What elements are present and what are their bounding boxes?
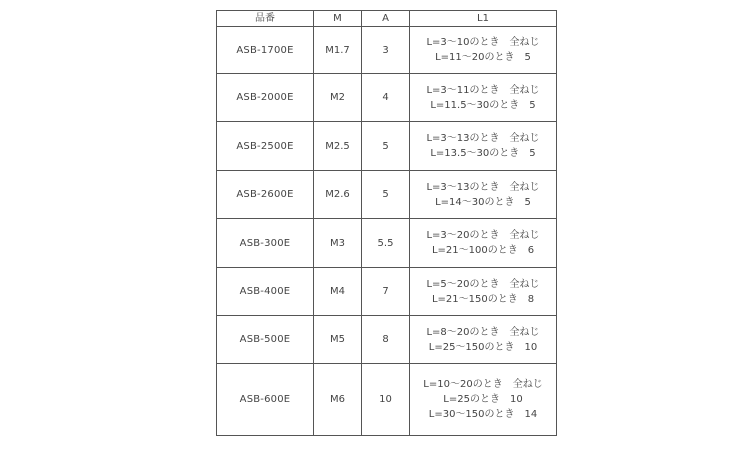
a-cell: 8: [362, 316, 410, 364]
l1-line: L=3～13のとき 全ねじ: [426, 133, 540, 144]
a-cell: 10: [362, 364, 410, 436]
a-cell: 3: [362, 27, 410, 74]
m-cell: M1.7: [314, 27, 362, 74]
header-m: M: [314, 11, 362, 27]
part-number-cell: ASB-1700E: [217, 27, 314, 74]
table-row: [217, 74, 557, 122]
a-cell: 5: [362, 171, 410, 219]
l1-cell: [410, 219, 557, 268]
l1-line: L=3～10のとき 全ねじ: [426, 37, 540, 48]
l1-line: L=3～13のとき 全ねじ: [426, 181, 540, 193]
l1-line: L=25のとき 10: [443, 394, 523, 405]
table-row: [217, 171, 557, 219]
l1-line: L=5～20のとき 全ねじ: [426, 278, 540, 290]
l1-cell: [410, 171, 557, 219]
m-cell: M6: [314, 364, 362, 436]
m-cell: M3: [314, 219, 362, 268]
l1-cell: [410, 364, 557, 436]
l1-cell: [410, 316, 557, 364]
table-row: [217, 268, 557, 316]
part-number-cell: ASB-300E: [217, 219, 314, 268]
part-number-cell: ASB-2500E: [217, 122, 314, 171]
l1-line: L=14～30のとき 5: [435, 196, 531, 208]
header-l1: L1: [410, 11, 557, 27]
a-cell: 4: [362, 74, 410, 122]
part-number-cell: ASB-2600E: [217, 171, 314, 219]
a-cell: 5: [362, 122, 410, 171]
l1-cell: [410, 268, 557, 316]
l1-line: L=3～20のとき 全ねじ: [426, 230, 540, 241]
l1-cell: [410, 27, 557, 74]
l1-line: L=3～11のとき 全ねじ: [426, 84, 540, 96]
header-part-number: 品番: [217, 11, 314, 27]
spec-table: [216, 10, 557, 436]
m-cell: M4: [314, 268, 362, 316]
l1-line: L=21～150のとき 8: [431, 293, 535, 305]
l1-line: L=25～150のとき 10: [428, 341, 538, 353]
table-row: [217, 316, 557, 364]
l1-line: L=21～100のとき 6: [431, 245, 535, 256]
header-a: A: [362, 11, 410, 27]
a-cell: 7: [362, 268, 410, 316]
part-number-cell: ASB-600E: [217, 364, 314, 436]
m-cell: M2.6: [314, 171, 362, 219]
m-cell: M2.5: [314, 122, 362, 171]
table-row: [217, 122, 557, 171]
m-cell: M5: [314, 316, 362, 364]
part-number-cell: ASB-500E: [217, 316, 314, 364]
table-row: [217, 364, 557, 436]
m-cell: M2: [314, 74, 362, 122]
l1-cell: [410, 122, 557, 171]
l1-line: L=30～150のとき 14: [428, 409, 538, 420]
l1-cell: [410, 74, 557, 122]
a-cell: 5.5: [362, 219, 410, 268]
l1-line: L=13.5～30のとき 5: [430, 148, 536, 159]
part-number-cell: ASB-400E: [217, 268, 314, 316]
l1-line: L=11.5～30のとき 5: [430, 99, 536, 111]
table-row: [217, 27, 557, 74]
header-row: [217, 11, 557, 27]
l1-line: L=8～20のとき 全ねじ: [426, 326, 540, 338]
l1-line: L=11～20のとき 5: [435, 52, 531, 63]
l1-line: L=10～20のとき 全ねじ: [423, 379, 543, 390]
part-number-cell: ASB-2000E: [217, 74, 314, 122]
table-row: [217, 219, 557, 268]
